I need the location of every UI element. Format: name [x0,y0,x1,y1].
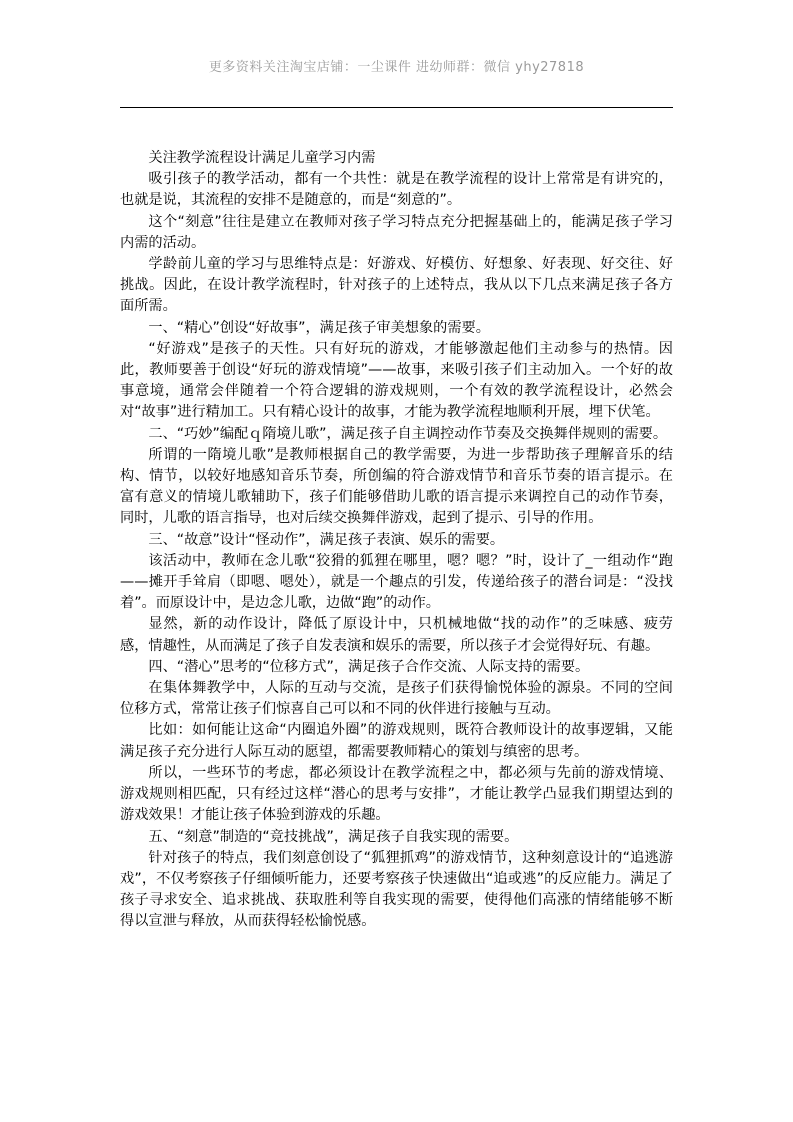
paragraph: 所以，一些环节的考虑，都必须设计在教学流程之中，都必须与先前的游戏情境、游戏规则相匹配，只有经过这样“潜心的思考与安排”，才能让教学凸显我们期望达到的游戏效果！才能让孩子体验到游戏的乐趣。 [120,764,673,824]
paragraph: 所谓的一隋境儿歌”是教师根据自己的教学需要，为进一步帮助孩子理解音乐的结构、情节，以较好地感知音乐节奏，所创编的符合游戏情节和音乐节奏的语言提示。在富有意义的情境儿歌辅助下，孩子们能够借助儿歌的语言提示来调控自己的动作节奏，同时，儿歌的语言指导，也对后续交换舞伴游戏，起到了提示、引导的作用。 [120,446,673,527]
paragraph: “好游戏”是孩子的天性。只有好玩的游戏，才能够激起他们主动参与的热情。因此，教师要善于创设“好玩的游戏情境”——故事，来吸引孩子们主动加入。一个好的故事意境，通常会伴随着一个符合逻辑的游戏规则，一个有效的教学流程设计，必然会对“故事”进行精加工。只有精心设计的故事，才能为教学流程地顺利开展，埋下伏笔。 [120,340,673,421]
section-heading: 三、“故意”设计“怪动作”，满足孩子表演、娱乐的需要。 [148,531,505,548]
section-heading: 五、“刻意”制造的“竞技挑战”，满足孩子自我实现的需要。 [148,828,519,845]
section-heading: 二、“巧妙”编配ｑ隋境儿歌”，满足孩子自主调控动作节奏及交换舞伴规则的需要。 [148,425,668,442]
paragraph: 学龄前儿童的学习与思维特点是：好游戏、好模仿、好想象、好表现、好交往、好挑战。因此，在设计教学流程时，针对孩子的上述特点，我从以下几点来满足孩子各方面所需。 [120,256,673,315]
section-heading: 一、“精心”创设“好故事”，满足孩子审美想象的需要。 [148,319,490,336]
paragraph: 吸引孩子的教学活动，都有一个共性：就是在教学流程的设计上常常是有讲究的，也就是说，其流程的安排不是随意的，而是“刻意的”。 [120,171,673,209]
paragraph: 针对孩子的特点，我们刻意创设了“狐狸抓鸡”的游戏情节，这种刻意设计的“追逃游戏”，不仅考察孩子仔细倾听能力，还要考察孩子快速做出“追或逃”的反应能力。满足了孩子寻求安全、追求挑战、获取胜利等自我实现的需要，使得他们高涨的情绪能够不断得以宣泄与释放，从而获得轻松愉悦感。 [120,849,673,930]
paragraph: 该活动中，教师在念儿歌“狡猾的狐狸在哪里，嗯？嗯？”时，设计了_一组动作“跑——摊开手耸肩（即嗯、嗯处），就是一个趣点的引发，传递给孩子的潜台词是：“没找着”。而原设计中，是边念儿歌，边做“跑”的动作。 [120,552,673,612]
paragraph: 比如：如何能让这命“内圈追外圈”的游戏规则，既符合教师设计的故事逻辑，又能满足孩子充分进行人际互动的愿望，都需要教师精心的策划与缜密的思考。 [120,722,673,760]
section-heading: 四、“潜心”思考的“位移方式”，满足孩子合作交流、人际支持的需要。 [148,658,590,675]
paragraph: 这个“刻意”往往是建立在教师对孩子学习特点充分把握基础上的，能满足孩子学习内需的活动。 [120,213,673,251]
document-title: 关注教学流程设计满足儿童学习内需 [148,150,376,166]
paragraph: 显然，新的动作设计，降低了原设计中，只机械地做“找的动作”的乏味感、疲劳感，情趣性，从而满足了孩子自发表演和娱乐的需要，所以孩子才会觉得好玩、有趣。 [120,616,673,654]
document-body [120,148,673,933]
paragraph: 在集体舞教学中，人际的互动与交流，是孩子们获得愉悦体验的源泉。不同的空间位移方式，常常让孩子们惊喜自己可以和不同的伙伴进行接触与互动。 [120,680,673,718]
header-promo-note: 更多资料关注淘宝店铺：一尘课件 进幼师群：微信 yhy27818 [208,60,585,75]
header-divider [120,107,673,108]
